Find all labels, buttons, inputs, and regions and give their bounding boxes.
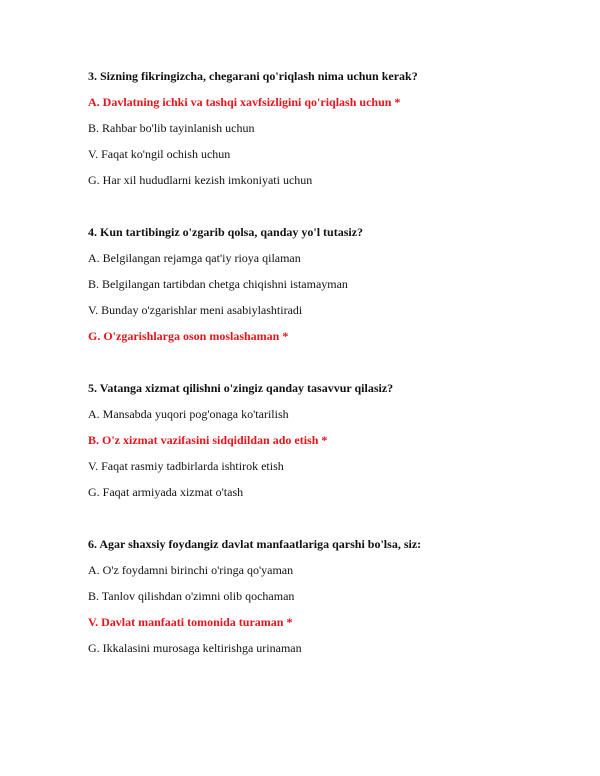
answer-option-a: A. Belgilangan rejamga qat'iy rioya qilaman (88, 251, 301, 265)
answer-option-v: V. Bunday o'zgarishlar meni asabiylashtiradi (88, 303, 303, 317)
answer-option-g: G. Ikkalasini murosaga keltirishga urinaman (88, 641, 302, 655)
answer-option-a: A. O'z foydamni birinchi o'ringa qo'yaman (88, 563, 294, 577)
answer-option-g: G. Har xil hududlarni kezish imkoniyati uchun (88, 173, 313, 187)
answer-option-a: A. Mansabda yuqori pog'onaga ko'tarilish (88, 407, 289, 421)
answer-option-g: G. Faqat armiyada xizmat o'tash (88, 485, 244, 499)
answer-option-v: V. Faqat rasmiy tadbirlarda ishtirok etish (88, 459, 284, 473)
answer-option-v: V. Davlat manfaati tomonida turaman * (88, 615, 293, 629)
answer-option-a: A. Davlatning ichki va tashqi xavfsizligini qo'riqlash uchun * (88, 95, 401, 109)
answer-option-v: V. Faqat ko'ngil ochish uchun (88, 147, 231, 161)
answer-option-b: B. O'z xizmat vazifasini sidqidildan ado etish * (88, 433, 328, 447)
question-4 (88, 225, 528, 344)
answer-option-g: G. O'zgarishlarga oson moslashaman * (88, 329, 289, 343)
question-6 (88, 537, 528, 656)
question-3 (88, 69, 528, 188)
answer-option-b: B. Tanlov qilishdan o'zimni olib qochaman (88, 589, 295, 603)
question-title: 6. Agar shaxsiy foydangiz davlat manfaatlariga qarshi bo'lsa, siz: (88, 537, 422, 551)
question-title: 4. Kun tartibingiz o'zgarib qolsa, qanday yo'l tutasiz? (88, 225, 364, 239)
answer-option-b: B. Belgilangan tartibdan chetga chiqishni istamayman (88, 277, 348, 291)
question-title: 5. Vatanga xizmat qilishni o'zingiz qanday tasavvur qilasiz? (88, 381, 394, 395)
question-title: 3. Sizning fikringizcha, chegarani qo'riqlash nima uchun kerak? (88, 69, 418, 83)
question-5 (88, 381, 528, 500)
answer-option-b: B. Rahbar bo'lib tayinlanish uchun (88, 121, 255, 135)
